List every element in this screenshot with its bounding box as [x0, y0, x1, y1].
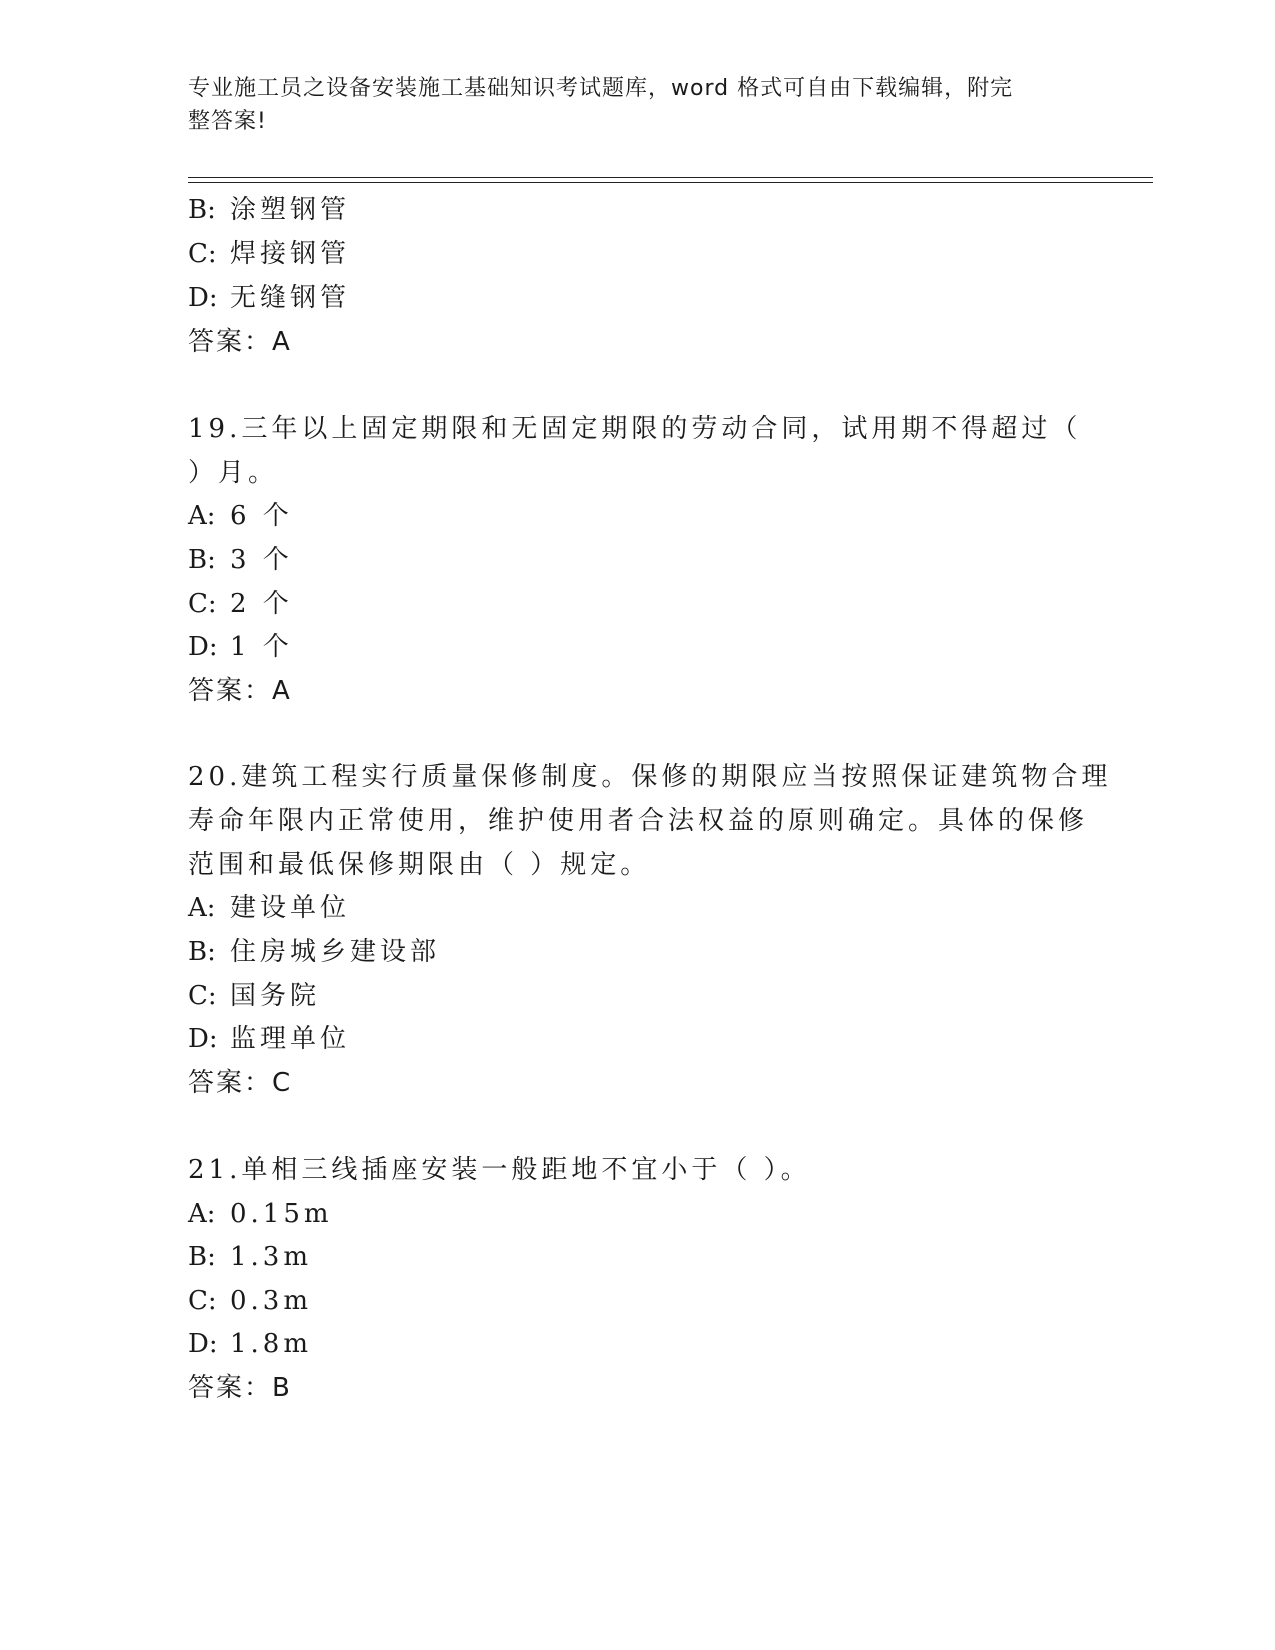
option-text: 1.3m — [230, 1242, 313, 1272]
header-divider-bottom — [188, 182, 1153, 183]
option-key: B: — [188, 195, 216, 225]
q19-stem-line-1: 19.三年以上固定期限和无固定期限的劳动合同，试用期不得超过（ — [188, 414, 1082, 444]
option-key: A: — [188, 1199, 216, 1229]
q20-option-d — [188, 1022, 350, 1056]
option-key: B: — [188, 937, 216, 967]
option-key: A: — [188, 893, 216, 923]
option-text: 2 个 — [230, 589, 293, 619]
document-header — [188, 72, 1068, 138]
option-text: 住房城乡建设部 — [230, 937, 441, 967]
q18-option-d — [188, 281, 350, 315]
q18-option-c — [188, 237, 350, 271]
option-text: 1 个 — [230, 632, 293, 662]
option-text: 建设单位 — [230, 893, 351, 923]
q19-option-a — [188, 499, 293, 533]
option-key: D: — [188, 632, 218, 662]
option-text: 0.3m — [230, 1286, 313, 1316]
option-text: 监理单位 — [230, 1024, 351, 1054]
q20-stem-line-1: 20.建筑工程实行质量保修制度。保修的期限应当按照保证建筑物合理 — [188, 762, 1112, 792]
header-divider-top — [188, 177, 1153, 178]
q20-answer: 答案：C — [188, 1068, 293, 1098]
option-text: 国务院 — [230, 981, 321, 1011]
q20-option-b — [188, 935, 440, 969]
q21-option-a — [188, 1197, 333, 1231]
q21-stem-line-1: 21.单相三线插座安装一般距地不宜小于（ ）。 — [188, 1155, 811, 1185]
option-text: 0.15m — [230, 1199, 333, 1229]
option-text: 3 个 — [230, 545, 293, 575]
option-key: C: — [188, 239, 217, 269]
q18-option-b — [188, 193, 350, 227]
q20-stem-line-2: 寿命年限内正常使用，维护使用者合法权益的原则确定。具体的保修 — [188, 806, 1089, 836]
option-text: 无缝钢管 — [230, 283, 351, 313]
q18-answer: 答案：A — [188, 327, 292, 357]
option-key: D: — [188, 1024, 218, 1054]
q21-option-d — [188, 1327, 312, 1361]
q19-answer: 答案：A — [188, 676, 292, 706]
q19-stem-line-2: ）月。 — [188, 458, 279, 488]
q20-option-a — [188, 891, 350, 925]
option-key: D: — [188, 283, 218, 313]
q21-option-b — [188, 1240, 312, 1274]
q21-option-c — [188, 1284, 312, 1318]
option-key: A: — [188, 501, 216, 531]
option-key: C: — [188, 981, 217, 1011]
option-key: C: — [188, 589, 217, 619]
option-text: 涂塑钢管 — [230, 195, 351, 225]
q20-stem-line-3: 范围和最低保修期限由（ ）规定。 — [188, 850, 651, 880]
option-key: C: — [188, 1286, 217, 1316]
option-key: D: — [188, 1329, 218, 1359]
header-line-2: 整答案! — [188, 109, 267, 134]
header-line-1: 专业施工员之设备安装施工基础知识考试题库，word 格式可自由下载编辑，附完 — [188, 76, 1014, 101]
q21-answer: 答案：B — [188, 1373, 292, 1403]
q19-option-c — [188, 587, 293, 621]
q19-option-d — [188, 630, 293, 664]
option-text: 焊接钢管 — [230, 239, 351, 269]
option-key: B: — [188, 545, 216, 575]
q19-option-b — [188, 543, 293, 577]
q20-option-c — [188, 979, 320, 1013]
option-text: 6 个 — [230, 501, 293, 531]
option-text: 1.8m — [230, 1329, 313, 1359]
option-key: B: — [188, 1242, 216, 1272]
